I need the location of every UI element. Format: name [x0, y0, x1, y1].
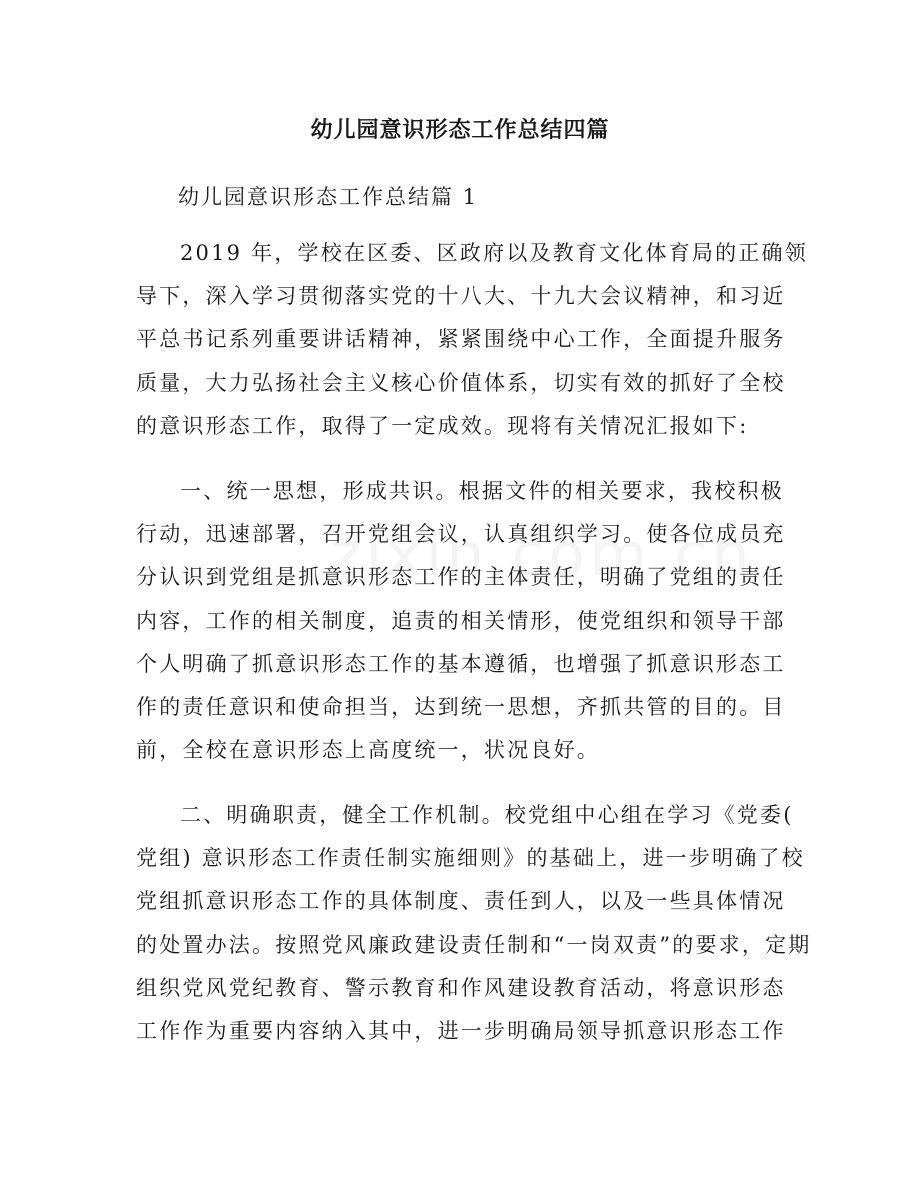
paragraph-1	[136, 232, 808, 448]
text-line: 一、统一思想，形成共识。根据文件的相关要求，我校积极	[180, 479, 784, 503]
text-line: 行动，迅速部署，召开党组会议，认真组织学习。使各位成员充	[136, 522, 786, 547]
text-line: 前，全校在意识形态上高度统一，状况良好。	[136, 738, 600, 763]
text-line: 二、明确职责，健全工作机制。校党组中心组在学习《党委(	[180, 803, 794, 827]
paragraph-2	[136, 470, 784, 772]
text-line: 组织党风党纪教育、警示教育和作风建设教育活动，将意识形态	[136, 975, 786, 1000]
text-line: 的意识形态工作，取得了一定成效。现将有关情况汇报如下:	[136, 413, 749, 438]
text-line: 分认识到党组是抓意识形态工作的主体责任，明确了党组的责任	[136, 565, 786, 590]
document-title: 幼儿园意识形态工作总结四篇	[310, 118, 610, 143]
text-line: 内容，工作的相关制度，追责的相关情形，使党组织和领导干部	[136, 608, 786, 633]
text-line: 平总书记系列重要讲话精神，紧紧围绕中心工作，全面提升服务	[136, 327, 786, 352]
text-line: 的处置办法。按照党风廉政建设责任制和“一岗双责”的要求，定期	[136, 932, 812, 957]
text-line: 工作作为重要内容纳入其中，进一步明确局领导抓意识形态工作	[136, 1019, 786, 1044]
section-heading: 幼儿园意识形态工作总结篇 1	[178, 185, 479, 209]
text-line: 2019 年，学校在区委、区政府以及教育文化体育局的正确领	[180, 241, 808, 265]
text-line: 作的责任意识和使命担当，达到统一思想，齐抓共管的目的。目	[136, 695, 786, 720]
text-line: 导下，深入学习贯彻落实党的十八大、十九大会议精神，和习近	[136, 284, 786, 309]
text-line: 个人明确了抓意识形态工作的基本遵循，也增强了抓意识形态工	[136, 651, 786, 676]
paragraph-3	[136, 794, 812, 1053]
text-line: 质量，大力弘扬社会主义核心价值体系，切实有效的抓好了全校	[136, 370, 786, 395]
text-line: 党组) 意识形态工作责任制实施细则》的基础上，进一步明确了校	[136, 846, 805, 871]
text-line: 党组抓意识形态工作的具体制度、责任到人，以及一些具体情况	[136, 889, 786, 914]
